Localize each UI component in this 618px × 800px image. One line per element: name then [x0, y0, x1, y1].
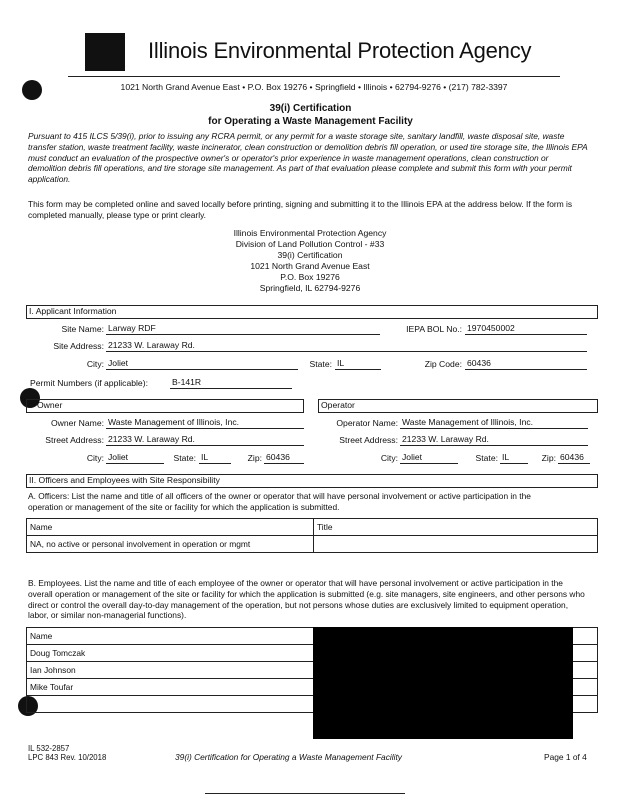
form-title-line1: 39(i) Certification [269, 103, 352, 114]
employees-name-header: Name [27, 628, 314, 645]
officers-instructions: A. Officers: List the name and title of all officers of the owner or operator that will have personal involvement or active participation in the operation or management of the site or facility for which the application is submitted. [28, 491, 531, 512]
section2-heading: II. Officers and Employees with Site Responsibility [29, 475, 220, 485]
site-address-label: Site Address: [53, 341, 104, 351]
mail-line: P.O. Box 19276 [280, 272, 340, 282]
punch-hole-top [22, 80, 42, 100]
owner-name-label: Owner Name: [50, 418, 104, 428]
owner-state-field[interactable]: IL [199, 452, 231, 464]
employee-name-cell[interactable]: Doug Tomczak [27, 645, 314, 662]
employees-instructions: B. Employees. List the name and title of each employee of the owner or operator that will have personal involvement or active participation in the overall operation or management of the site or facility for which the application is submitted (e.g. site managers, site engineers, and other persons who direct or control the overall day-to-day management of the operation, but not persons whose duties are exclusively limited to equipment operation, labor, or similar non-managerial functions). [28, 578, 585, 621]
page-number: Page 1 of 4 [544, 752, 587, 762]
operator-heading-box [318, 399, 598, 413]
operator-zip-label: Zip: [541, 453, 556, 463]
operator-city-field[interactable]: Joliet [400, 452, 458, 464]
owner-city-label: City: [86, 453, 104, 463]
operator-state-field[interactable]: IL [500, 452, 528, 464]
intro-paragraph: Pursuant to 415 ILCS 5/39(i), prior to issuing any RCRA permit, or any permit for a waste storage site, sanitary landfill, waste disposal site, waste transfer station, waste treatment facility, waste incinerator, clean construction or demolition debris fill operation, or used tire storage site, the Illinois EPA must conduct an evaluation of the prospective owner's or operator's prior experience in waste management operations, clean construction or demolition debris fill operations, and tire storage site management. As part of that evaluation please complete and submit this form with your permit application. [28, 131, 588, 185]
agency-address: 1021 North Grand Avenue East • P.O. Box 19276 • Springfield • Illinois • 62794-9276 • (217) 782-3397 [120, 82, 508, 92]
operator-heading: Operator [321, 400, 355, 410]
mail-line: 1021 North Grand Avenue East [250, 261, 370, 271]
agency-logo [85, 33, 125, 71]
agency-name: Illinois Environmental Protection Agency [148, 38, 532, 63]
owner-city-field[interactable]: Joliet [106, 452, 164, 464]
employee-name-cell[interactable]: Mike Toufar [27, 679, 314, 696]
operator-zip-field[interactable]: 60436 [558, 452, 590, 464]
zip-label: Zip Code: [424, 359, 462, 369]
owner-zip-field[interactable]: 60436 [264, 452, 304, 464]
section2-heading-box [26, 474, 598, 488]
state-label: State: [309, 359, 332, 369]
employee-name-cell[interactable] [27, 696, 314, 713]
officer-name-cell[interactable]: NA, no active or personal involvement in operation or mgmt [27, 536, 314, 553]
redaction-block [313, 627, 573, 739]
officers-name-header: Name [27, 519, 314, 536]
officers-title-header: Title [314, 519, 598, 536]
section1-heading: I. Applicant Information [29, 306, 117, 316]
owner-street-field[interactable]: 21233 W. Laraway Rd. [106, 434, 304, 446]
footer-title: 39(i) Certification for Operating a Waste Management Facility [175, 752, 402, 762]
iepa-bol-field[interactable]: 1970450002 [465, 323, 587, 335]
operator-street-field[interactable]: 21233 W. Laraway Rd. [400, 434, 588, 446]
form-code-1: IL 532-2857 [28, 744, 70, 753]
permit-label: Permit Numbers (if applicable): [30, 378, 148, 388]
owner-name-field[interactable]: Waste Management of Illinois, Inc. [106, 417, 304, 429]
owner-state-label: State: [173, 453, 196, 463]
form-code-2: LPC 843 Rev. 10/2018 [28, 753, 107, 762]
mail-line: Division of Land Pollution Control - #33 [235, 239, 385, 249]
mail-line: Springfield, IL 62794-9276 [259, 283, 361, 293]
owner-zip-label: Zip: [247, 453, 262, 463]
instructions-paragraph: This form may be completed online and saved locally before printing, signing and submitting it to the Illinois EPA at the address below. If the form is completed manually, please type or print clearly. [28, 199, 573, 220]
site-address-field[interactable]: 21233 W. Laraway Rd. [106, 340, 587, 352]
city-label: City: [86, 359, 104, 369]
section1-heading-box [26, 305, 598, 319]
operator-street-label: Street Address: [339, 435, 398, 445]
owner-heading-box [26, 399, 304, 413]
operator-name-label: Operator Name: [336, 418, 398, 428]
table-row [27, 536, 598, 553]
site-name-field[interactable]: Larway RDF [106, 323, 380, 335]
mail-line: Illinois Environmental Protection Agency [233, 228, 387, 238]
operator-state-label: State: [475, 453, 498, 463]
mail-line: 39(i) Certification [277, 250, 343, 260]
mailing-address [180, 228, 440, 294]
form-title-line2: for Operating a Waste Management Facility [208, 116, 413, 127]
header-rule [68, 76, 560, 77]
officers-table [26, 518, 598, 553]
table-header-row [27, 519, 598, 536]
zip-field[interactable]: 60436 [465, 358, 587, 370]
officer-title-cell[interactable] [314, 536, 598, 553]
operator-city-label: City: [380, 453, 398, 463]
state-field[interactable]: IL [335, 358, 381, 370]
owner-heading: Owner [37, 400, 63, 410]
city-field[interactable]: Joliet [106, 358, 298, 370]
permit-field[interactable]: B-141R [170, 377, 292, 389]
iepa-bol-label: IEPA BOL No.: [406, 324, 462, 334]
site-name-label: Site Name: [61, 324, 104, 334]
operator-name-field[interactable]: Waste Management of Illinois, Inc. [400, 417, 588, 429]
bottom-rule [205, 793, 405, 794]
employee-name-cell[interactable]: Ian Johnson [27, 662, 314, 679]
owner-street-label: Street Address: [45, 435, 104, 445]
